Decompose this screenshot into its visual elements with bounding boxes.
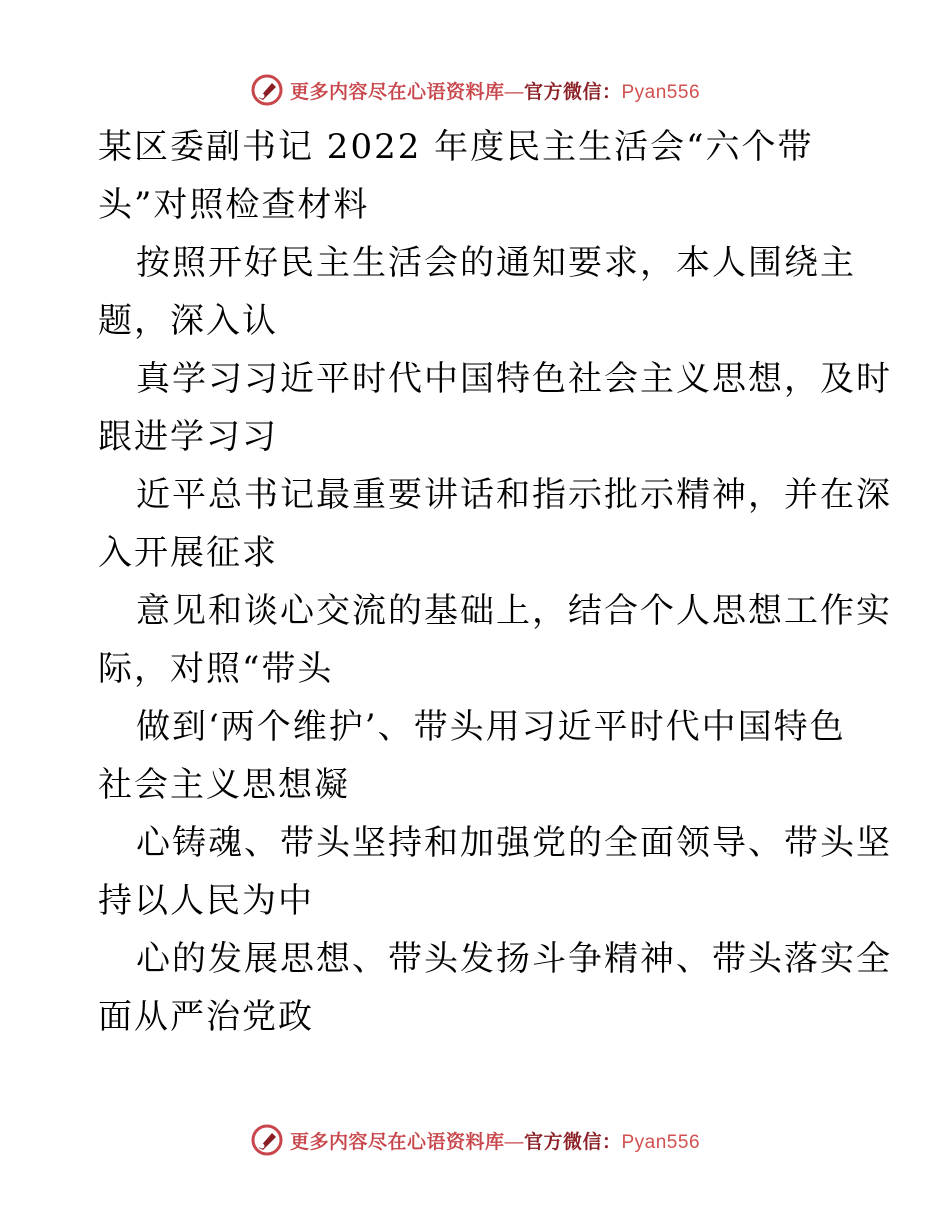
paragraph-line: 持以人民为中 [98,881,314,921]
pen-nib-logo-icon [250,1123,284,1157]
paragraph-line: 真学习习近平时代中国特色社会主义思想，及时 [136,359,892,399]
document-body [98,118,892,1046]
paragraph-line: 近平总书记最重要讲话和指示批示精神，并在深 [136,475,892,515]
paragraph-line: 社会主义思想凝 [98,765,350,805]
paragraph-line: 面从严治党政 [98,997,314,1037]
paragraph-line: 入开展征求 [98,533,278,573]
watermark-text: 更多内容尽在心语资料库—官方微信：Pyan556 [289,81,701,103]
document-title-line-2: 头”对照检查材料 [98,185,370,225]
paragraph-line: 心铸魂、带头坚持和加强党的全面领导、带头坚 [136,823,892,863]
paragraph-line: 题，深入认 [98,301,278,341]
paragraph-line: 跟进学习习 [98,417,278,457]
paragraph-line: 按照开好民主生活会的通知要求，本人围绕主 [136,243,856,283]
paragraph-line: 心的发展思想、带头发扬斗争精神、带头落实全 [136,939,892,979]
header-watermark [0,70,950,110]
pen-nib-logo-icon [250,73,284,107]
watermark-text: 更多内容尽在心语资料库—官方微信：Pyan556 [289,1131,701,1153]
paragraph-line: 意见和谈心交流的基础上，结合个人思想工作实 [136,591,892,631]
footer-watermark [0,1120,950,1160]
document-title-line-1: 某区委副书记 2022 年度民主生活会“六个带 [98,127,814,167]
paragraph-line: 际，对照“带头 [98,649,334,689]
paragraph-line: 做到‘两个维护’、带头用习近平时代中国特色 [136,707,846,747]
